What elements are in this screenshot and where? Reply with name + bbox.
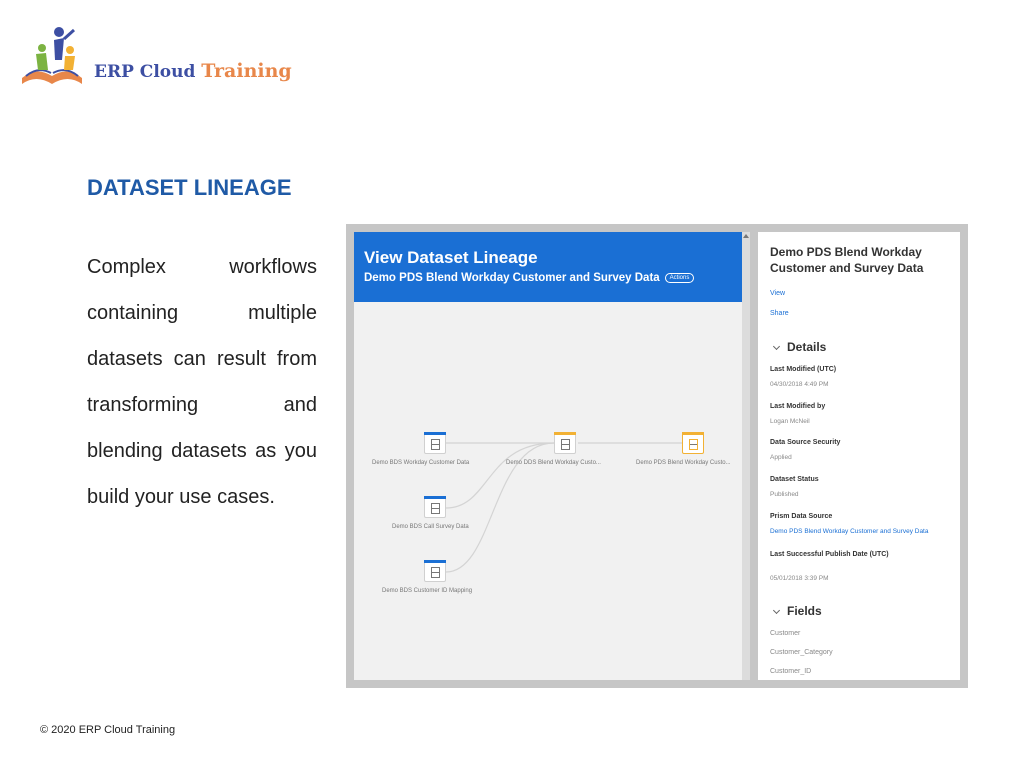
- detail-value: Logan McNeil: [770, 418, 810, 425]
- detail-label: Last Modified by: [770, 403, 826, 410]
- detail-label: Dataset Status: [770, 476, 819, 483]
- details-heading: Details: [787, 340, 827, 354]
- dataset-icon: [431, 503, 440, 514]
- lineage-links: [354, 232, 750, 680]
- slide-body-text: Complex workflows containing multiple datasets can result from transforming and blending datasets as you build your use cases.: [87, 256, 317, 508]
- dataset-node[interactable]: [424, 560, 446, 582]
- node-status-bar: [682, 432, 704, 435]
- lineage-subtitle-text: Demo PDS Blend Workday Customer and Survey Data: [364, 272, 660, 284]
- dataset-icon: [689, 439, 698, 450]
- dataset-node-label: Demo PDS Blend Workday Custo...: [636, 460, 731, 466]
- actions-badge[interactable]: Actions: [665, 273, 695, 283]
- dataset-lineage-screenshot: [346, 224, 968, 688]
- dataset-node[interactable]: [424, 432, 446, 454]
- panel-title: Demo PDS Blend Workday Customer and Survey Data: [770, 245, 924, 275]
- detail-label: Data Source Security: [770, 439, 841, 446]
- link-survey-to-blend: [446, 443, 554, 508]
- node-status-bar: [424, 496, 446, 499]
- detail-value: Published: [770, 491, 799, 498]
- dataset-icon: [431, 567, 440, 578]
- logo-icon: [18, 26, 90, 88]
- dataset-node-label: Demo DDS Blend Workday Custo...: [506, 460, 601, 466]
- dataset-node-selected[interactable]: [682, 432, 704, 454]
- detail-label: Prism Data Source: [770, 513, 833, 520]
- dataset-node[interactable]: [554, 432, 576, 454]
- dataset-node[interactable]: [424, 496, 446, 518]
- detail-value: Applied: [770, 454, 792, 461]
- dataset-node-label: Demo BDS Workday Customer Data: [372, 460, 470, 466]
- prism-data-source-link[interactable]: Demo PDS Blend Workday Customer and Survey Data: [770, 528, 929, 535]
- erp-cloud-training-logo: [18, 26, 292, 92]
- dataset-details-panel: [758, 232, 960, 680]
- dataset-icon: [561, 439, 570, 450]
- node-status-bar: [554, 432, 576, 435]
- node-status-bar: [424, 432, 446, 435]
- node-status-bar: [424, 560, 446, 563]
- logo-text-erp: ERP Cloud: [94, 62, 202, 82]
- dataset-node-label: Demo BDS Call Survey Data: [392, 524, 469, 530]
- fields-heading: Fields: [787, 604, 822, 618]
- details-section-toggle[interactable]: [770, 340, 826, 354]
- footer-copyright: © 2020 ERP Cloud Training: [40, 724, 176, 736]
- detail-label: Last Successful Publish Date (UTC): [770, 551, 889, 558]
- share-link[interactable]: Share: [770, 310, 789, 317]
- logo-text-training: Training: [201, 60, 292, 82]
- fields-section-toggle[interactable]: [770, 604, 822, 618]
- chevron-down-icon: [773, 343, 780, 350]
- dataset-node-label: Demo BDS Customer ID Mapping: [382, 588, 473, 594]
- detail-label: Last Modified (UTC): [770, 366, 837, 373]
- canvas-scrollbar[interactable]: [742, 232, 750, 680]
- detail-value: 04/30/2018 4:49 PM: [770, 381, 829, 388]
- lineage-title: View Dataset Lineage: [364, 248, 538, 267]
- view-link[interactable]: View: [770, 290, 786, 297]
- field-item[interactable]: Customer_ID: [770, 668, 812, 675]
- slide-title: DATASET LINEAGE: [87, 175, 292, 200]
- field-item[interactable]: Customer_Category: [770, 649, 833, 656]
- detail-value: 05/01/2018 3:39 PM: [770, 575, 829, 582]
- lineage-canvas: [354, 232, 750, 680]
- chevron-down-icon: [773, 607, 780, 614]
- dataset-icon: [431, 439, 440, 450]
- scroll-up-arrow-icon[interactable]: [743, 234, 749, 238]
- field-item[interactable]: Customer: [770, 630, 801, 637]
